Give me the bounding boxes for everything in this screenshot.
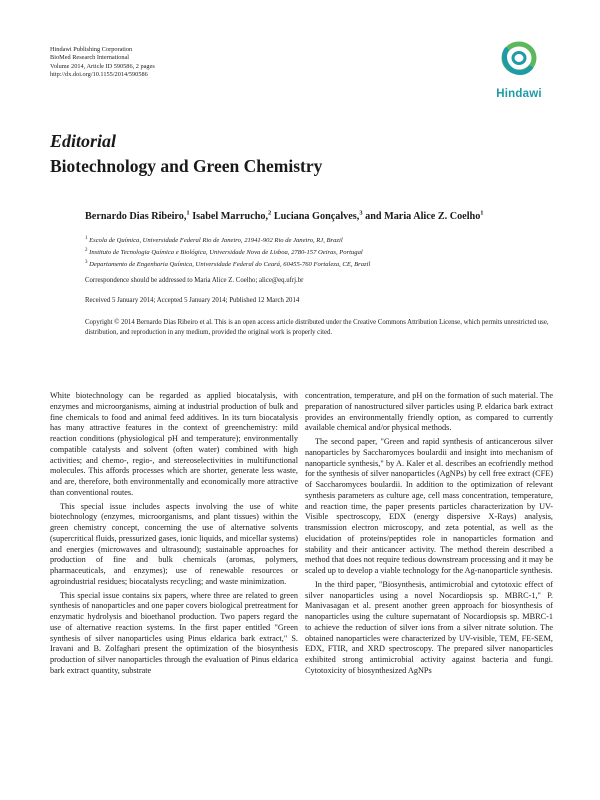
logo-wordmark: Hindawi <box>496 88 542 100</box>
author-affil-mark: 2 <box>268 210 272 217</box>
author-name: Isabel Marrucho, <box>192 211 269 223</box>
body-column-left <box>50 391 298 680</box>
author-list <box>85 210 484 222</box>
author-affil-mark: 3 <box>359 210 363 217</box>
volume-info: Volume 2014, Article ID 590586, 2 pages <box>50 62 155 70</box>
article-type: Editorial <box>50 131 117 151</box>
author <box>85 211 190 222</box>
author-name: Luciana Gonçalves, <box>273 211 360 223</box>
affiliation-mark: 3 <box>85 260 88 266</box>
publisher-name: Hindawi Publishing Corporation <box>50 46 133 53</box>
body-paragraph: concentration, temperature, and pH on the formation of such material. The preparation of nanostructured silver particles using P. eldarica bark extract provides an environmentally friendly option, as compared to currently available chemical and/or physical methods. <box>305 391 553 433</box>
body-paragraph: This special issue includes aspects involving the use of white biotechnology (enzymes, microorganisms, and plant tissues) within the green chemistry concept, concerning the use of alternative solvents (supercritical fluids, pressurized gases, ionic liquids, and micellar systems) and energies (microwaves and ultrasound); sustainable approaches for production of fine and bulk chemicals (aromas, polymers, pharmaceuticals, and enzymes); use of renewable resources or agroindustrial residues; biocatalysts recycling; and waste minimization. <box>50 501 298 586</box>
affiliation-text: Departamento de Engenharia Química, Universidade Federal do Ceará, 60455-760 Fortaleza, CE, Brazil <box>89 261 371 269</box>
journal-name: BioMed Research International <box>50 54 130 62</box>
body-paragraph: In the third paper, "Biosynthesis, antimicrobial and cytotoxic effect of silver nanoparticles using a novel Nocardiopsis sp. MBRC-1," P. Manivasagan et al. present another green approach for biosynthesis of nanoparticles using the culture supernatant of Nocardiopsis sp. MBRC-1 to achieve the reduction of silver ions from a silver nitrate solution. The obtained nanoparticles were characterized by UV-visible, TEM, FE-SEM, EDX, FTIR, and XRD spectroscopy. The prepared silver nanoparticles exhibited strong antimicrobial activity against bacteria and fungi. Cytotoxicity of biosynthesized AgNPs <box>305 579 553 675</box>
affiliation <box>85 246 370 258</box>
affiliation-list <box>85 234 370 271</box>
article-dates: Received 5 January 2014; Accepted 5 January 2014; Published 12 March 2014 <box>85 297 300 304</box>
author <box>192 211 271 222</box>
author-affil-mark: 1 <box>480 210 484 217</box>
journal-header <box>50 46 155 80</box>
body-paragraph: White biotechnology can be regarded as applied biocatalysis, with enzymes and microorganisms, aiming at industrial production of bulk and fine chemicals to food and animal feed additives. In its turn biocatalysis has many attractive features in the context of greenchemistry: mild reaction conditions (physiological pH and temperature); environmentally compatible catalysts and solvent (often water) combined with high activities; and chemo-, regio-, and stereoselectivities in multifunctional molecules. This affords processes which are shorter, generate less waste, and are, therefore, both environmentally and economically more attractive than conventional routes. <box>50 391 298 497</box>
article-title: Biotechnology and Green Chemistry <box>50 156 323 176</box>
affiliation-mark: 1 <box>85 236 88 241</box>
hindawi-rings-icon <box>492 34 546 84</box>
affiliation <box>85 258 370 270</box>
hindawi-logo <box>492 34 546 104</box>
copyright-notice: Copyright © 2014 Bernardo Dias Ribeiro et al. This is an open access article distributed under the Creative Commons Attribution License, which permits unrestricted use, distribution, and reproduction in any medium, provided the original work is properly cited. <box>85 319 549 337</box>
author-name: and Maria Alice Z. Coelho <box>365 211 481 223</box>
body-column-right <box>305 391 553 680</box>
body-paragraph: The second paper, "Green and rapid synthesis of anticancerous silver nanoparticles by Saccharomyces boulardii and insight into mechanism of nanoparticle synthesis," by A. Kaler et al. describes an ecofriendly method for the synthesis of silver nanoparticles (AgNPs) by cell free extract (CFE) of Saccharomyces boulardii. In addition to the optimization of relevant synthesis parameters as culture age, cell mass concentration, temperature, and reaction time, the paper presents particles characterization by UV-Visible spectroscopy, EDX (energy dispersive X-Rays) analysis, transmission electron microscopy, and zeta potential, as well as the elucidation of proteins/peptides role in nanoparticles formation and stability and their anticancer activity. The method therein described a method that does not require tedious downstream processing and it may be scaled up to develop a viable technology for the Ag-nanoparticle synthesis. <box>305 437 553 575</box>
author <box>365 211 483 222</box>
affiliation <box>85 234 370 246</box>
correspondence: Correspondence should be addressed to Maria Alice Z. Coelho; alice@eq.ufrj.br <box>85 277 304 284</box>
author-affil-mark: 1 <box>186 210 190 217</box>
author <box>274 211 363 222</box>
author-name: Bernardo Dias Ribeiro, <box>85 211 187 223</box>
doi-link[interactable]: http://dx.doi.org/10.1155/2014/590586 <box>50 71 148 79</box>
affiliation-text: Escola de Química, Universidade Federal Rio de Janeiro, 21941-902 Rio de Janeiro, RJ, Brazil <box>89 237 343 245</box>
affiliation-mark: 2 <box>85 248 88 254</box>
affiliation-text: Instituto de Tecnologia Química e Biológica, Universidade Nova de Lisboa, 2780-157 Oeiras, Portugal <box>89 249 363 257</box>
body-paragraph: This special issue contains six papers, where three are related to green synthesis of nanoparticles and one paper covers biological pretreatment for enzymatic hydrolysis and bioethanol production. Two papers regard the use of alternative reaction systems. In the first paper entitled "Green synthesis of silver nanoparticles using Pinus eldarica bark extract," S. Iravani and B. Zolfaghari present the optimization of the biosynthesis production of silver nanoparticles through the evaluation of Pinus eldarica bark extract quantity, substrate <box>50 590 298 675</box>
